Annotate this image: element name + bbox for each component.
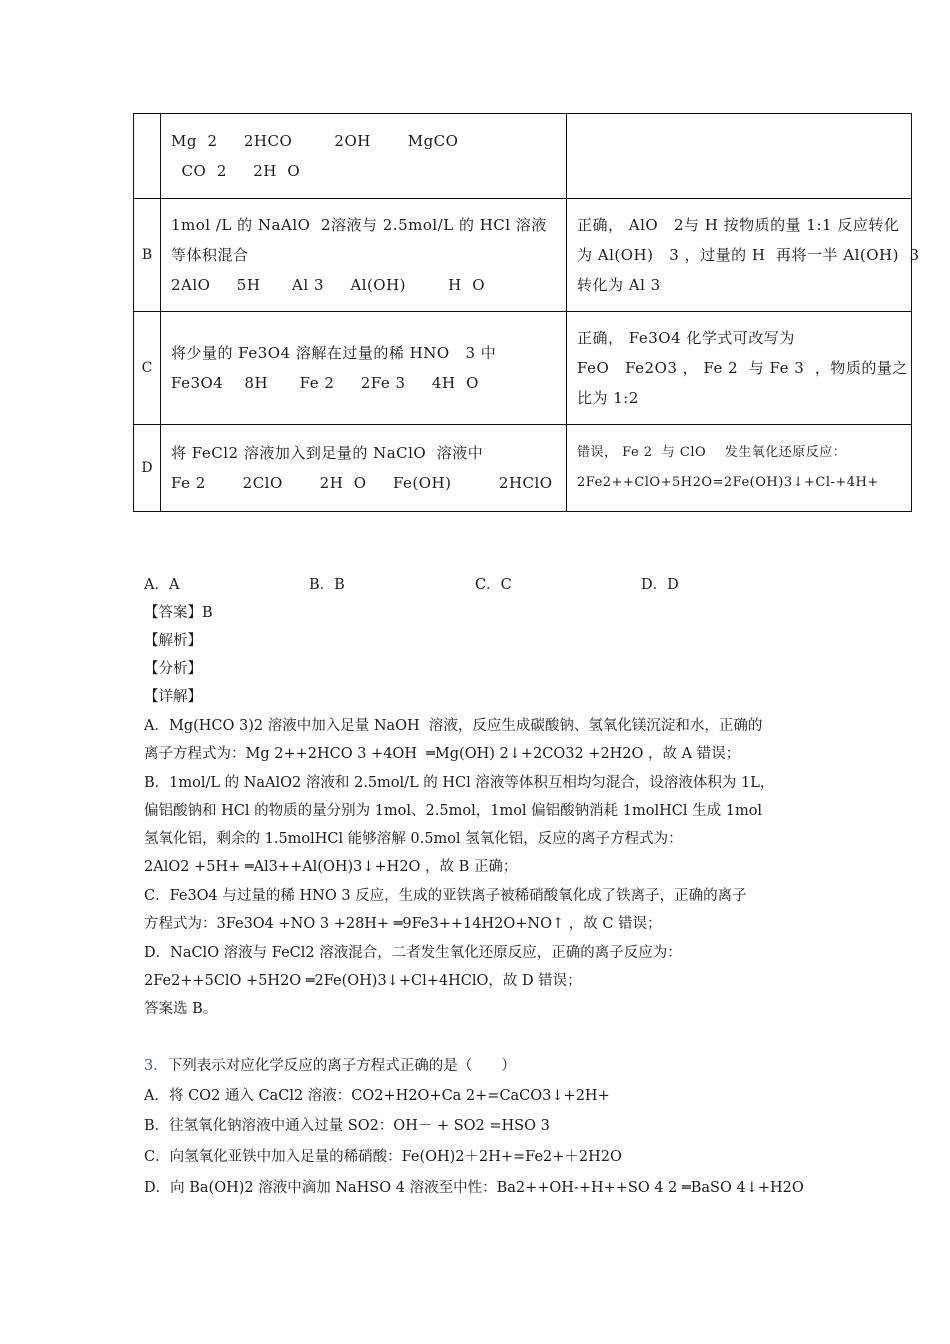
explanation-line: A．Mg(HCO 3)2 溶液中加入足量 NaOH 溶液，反应生成碳酸钠、氢氧化镁沉淀和水，正确的 <box>144 718 763 734</box>
evaluation-cell <box>567 199 920 312</box>
question-3-choice-b: B．往氢氧化钠溶液中通入过量 SO2：OH－ + SO2 =HSO 3 <box>144 1118 550 1134</box>
evaluation-line: 正确， AlO 2与 H 按物质的量 1:1 反应转化 <box>577 216 900 234</box>
explanation-line: D．NaClO 溶液与 FeCl2 溶液混合，二者发生氧化还原反应，正确的离子反应为： <box>144 945 682 961</box>
question-stem: 下列表示对应化学反应的离子方程式正确的是（ ） <box>167 1058 516 1074</box>
equation-line: 2AlO 5H Al 3 Al(OH) H O <box>171 276 486 294</box>
equation-cell <box>161 114 567 199</box>
evaluation-line: 为 Al(OH) 3 ，过量的 H 再将一半 Al(OH) 3 <box>577 246 920 264</box>
answer-heading: 【答案】B <box>144 605 213 621</box>
question-3-choice-c: C．向氢氧化亚铁中加入足量的稀硝酸：Fe(OH)2＋2H+=Fe2+＋2H2O <box>144 1149 622 1165</box>
row-label <box>134 114 161 199</box>
evaluation-cell <box>567 114 912 199</box>
question-3-choice-d: D．向 Ba(OH)2 溶液中滴加 NaHSO 4 溶液至中性：Ba2++OH-+H++SO 4 2 ═BaSO 4↓+H2O <box>144 1180 804 1196</box>
table-row <box>134 425 912 512</box>
row-label: D <box>134 425 161 512</box>
analysis-subheading: 【分析】 <box>144 661 202 677</box>
evaluation-line: 2Fe2++ClO+5H2O=2Fe(OH)3↓+Cl-+4H+ <box>577 475 879 490</box>
explanation-line: 偏铝酸钠和 HCl 的物质的量分别为 1mol、2.5mol，1mol 偏铝酸钠消耗 1molHCl 生成 1mol <box>144 803 763 819</box>
explanation-line: 2AlO2 +5H+ ═Al3++Al(OH)3↓+H2O ，故 B 正确； <box>144 859 518 875</box>
question-table <box>133 113 920 512</box>
evaluation-line: 错误， Fe 2 与 ClO 发生氧化还原反应： <box>577 445 847 460</box>
equation-cell <box>161 312 567 425</box>
explanation-line: B．1mol/L 的 NaAlO2 溶液和 2.5mol/L 的 HCl 溶液等体积互相均匀混合，设溶液体积为 1L， <box>144 775 775 791</box>
evaluation-line: 转化为 Al 3 <box>577 276 661 294</box>
explanation-line: 氢氧化铝，剩余的 1.5molHCl 能够溶解 0.5mol 氢氧化铝，反应的离子方程式为： <box>144 831 683 847</box>
evaluation-cell <box>567 425 912 512</box>
explanation-line: C．Fe3O4 与过量的稀 HNO 3 反应，生成的亚铁离子被稀硝酸氧化成了铁离子，正确的离子 <box>144 888 747 904</box>
detail-heading: 【详解】 <box>144 689 202 705</box>
question-3-stem <box>144 1056 516 1076</box>
equation-cell <box>161 199 567 312</box>
equation-line: Fe3O4 8H Fe 2 2Fe 3 4H O <box>171 374 479 392</box>
question-number: 3． <box>144 1058 168 1074</box>
analysis-heading: 【解析】 <box>144 633 202 649</box>
equation-line: Mg 2 2HCO 2OH MgCO <box>171 132 459 150</box>
equation-line: CO 2 2H O <box>171 162 301 180</box>
explanation-line: 离子方程式为：Mg 2++2HCO 3 +4OH ═Mg(OH) 2↓+2CO32 +2H2O ，故 A 错误； <box>144 746 741 762</box>
option-d: D．D <box>641 577 679 593</box>
option-c: C．C <box>475 577 512 593</box>
evaluation-line: 比为 1:2 <box>577 389 639 407</box>
option-a: A．A <box>144 577 180 593</box>
explanation-line: 方程式为：3Fe3O4 +NO 3 +28H+ ═9Fe3++14H2O+NO↑ ，故 C 错误； <box>144 916 662 932</box>
table-row <box>134 312 912 425</box>
question-3-choice-a: A．将 CO2 通入 CaCl2 溶液：CO2+H2O+Ca 2+=CaCO3↓+2H+ <box>144 1088 610 1104</box>
row-label: B <box>134 199 161 312</box>
table-row <box>134 114 912 199</box>
equation-line: Fe 2 2ClO 2H O Fe(OH) 2HClO <box>171 474 553 492</box>
option-b: B．B <box>309 577 345 593</box>
row-label: C <box>134 312 161 425</box>
equation-cell <box>161 425 567 512</box>
answer-options <box>144 575 844 595</box>
condition-line: 将少量的 Fe3O4 溶解在过量的稀 HNO 3 中 <box>171 344 497 362</box>
evaluation-line: FeO Fe2O3 ， Fe 2 与 Fe 3 ，物质的量之 <box>577 359 908 377</box>
conclusion-line: 答案选 B。 <box>144 1001 218 1017</box>
condition-line: 将 FeCl2 溶液加入到足量的 NaClO 溶液中 <box>171 444 484 462</box>
table-row <box>134 199 912 312</box>
evaluation-cell <box>567 312 912 425</box>
explanation-line: 2Fe2++5ClO +5H2O ═2Fe(OH)3↓+Cl+4HClO，故 D 错误； <box>144 973 582 989</box>
evaluation-line: 正确， Fe3O4 化学式可改写为 <box>577 329 795 347</box>
condition-line: 等体积混合 <box>171 246 249 264</box>
condition-line: 1mol /L 的 NaAlO 2溶液与 2.5mol/L 的 HCl 溶液 <box>171 216 547 234</box>
